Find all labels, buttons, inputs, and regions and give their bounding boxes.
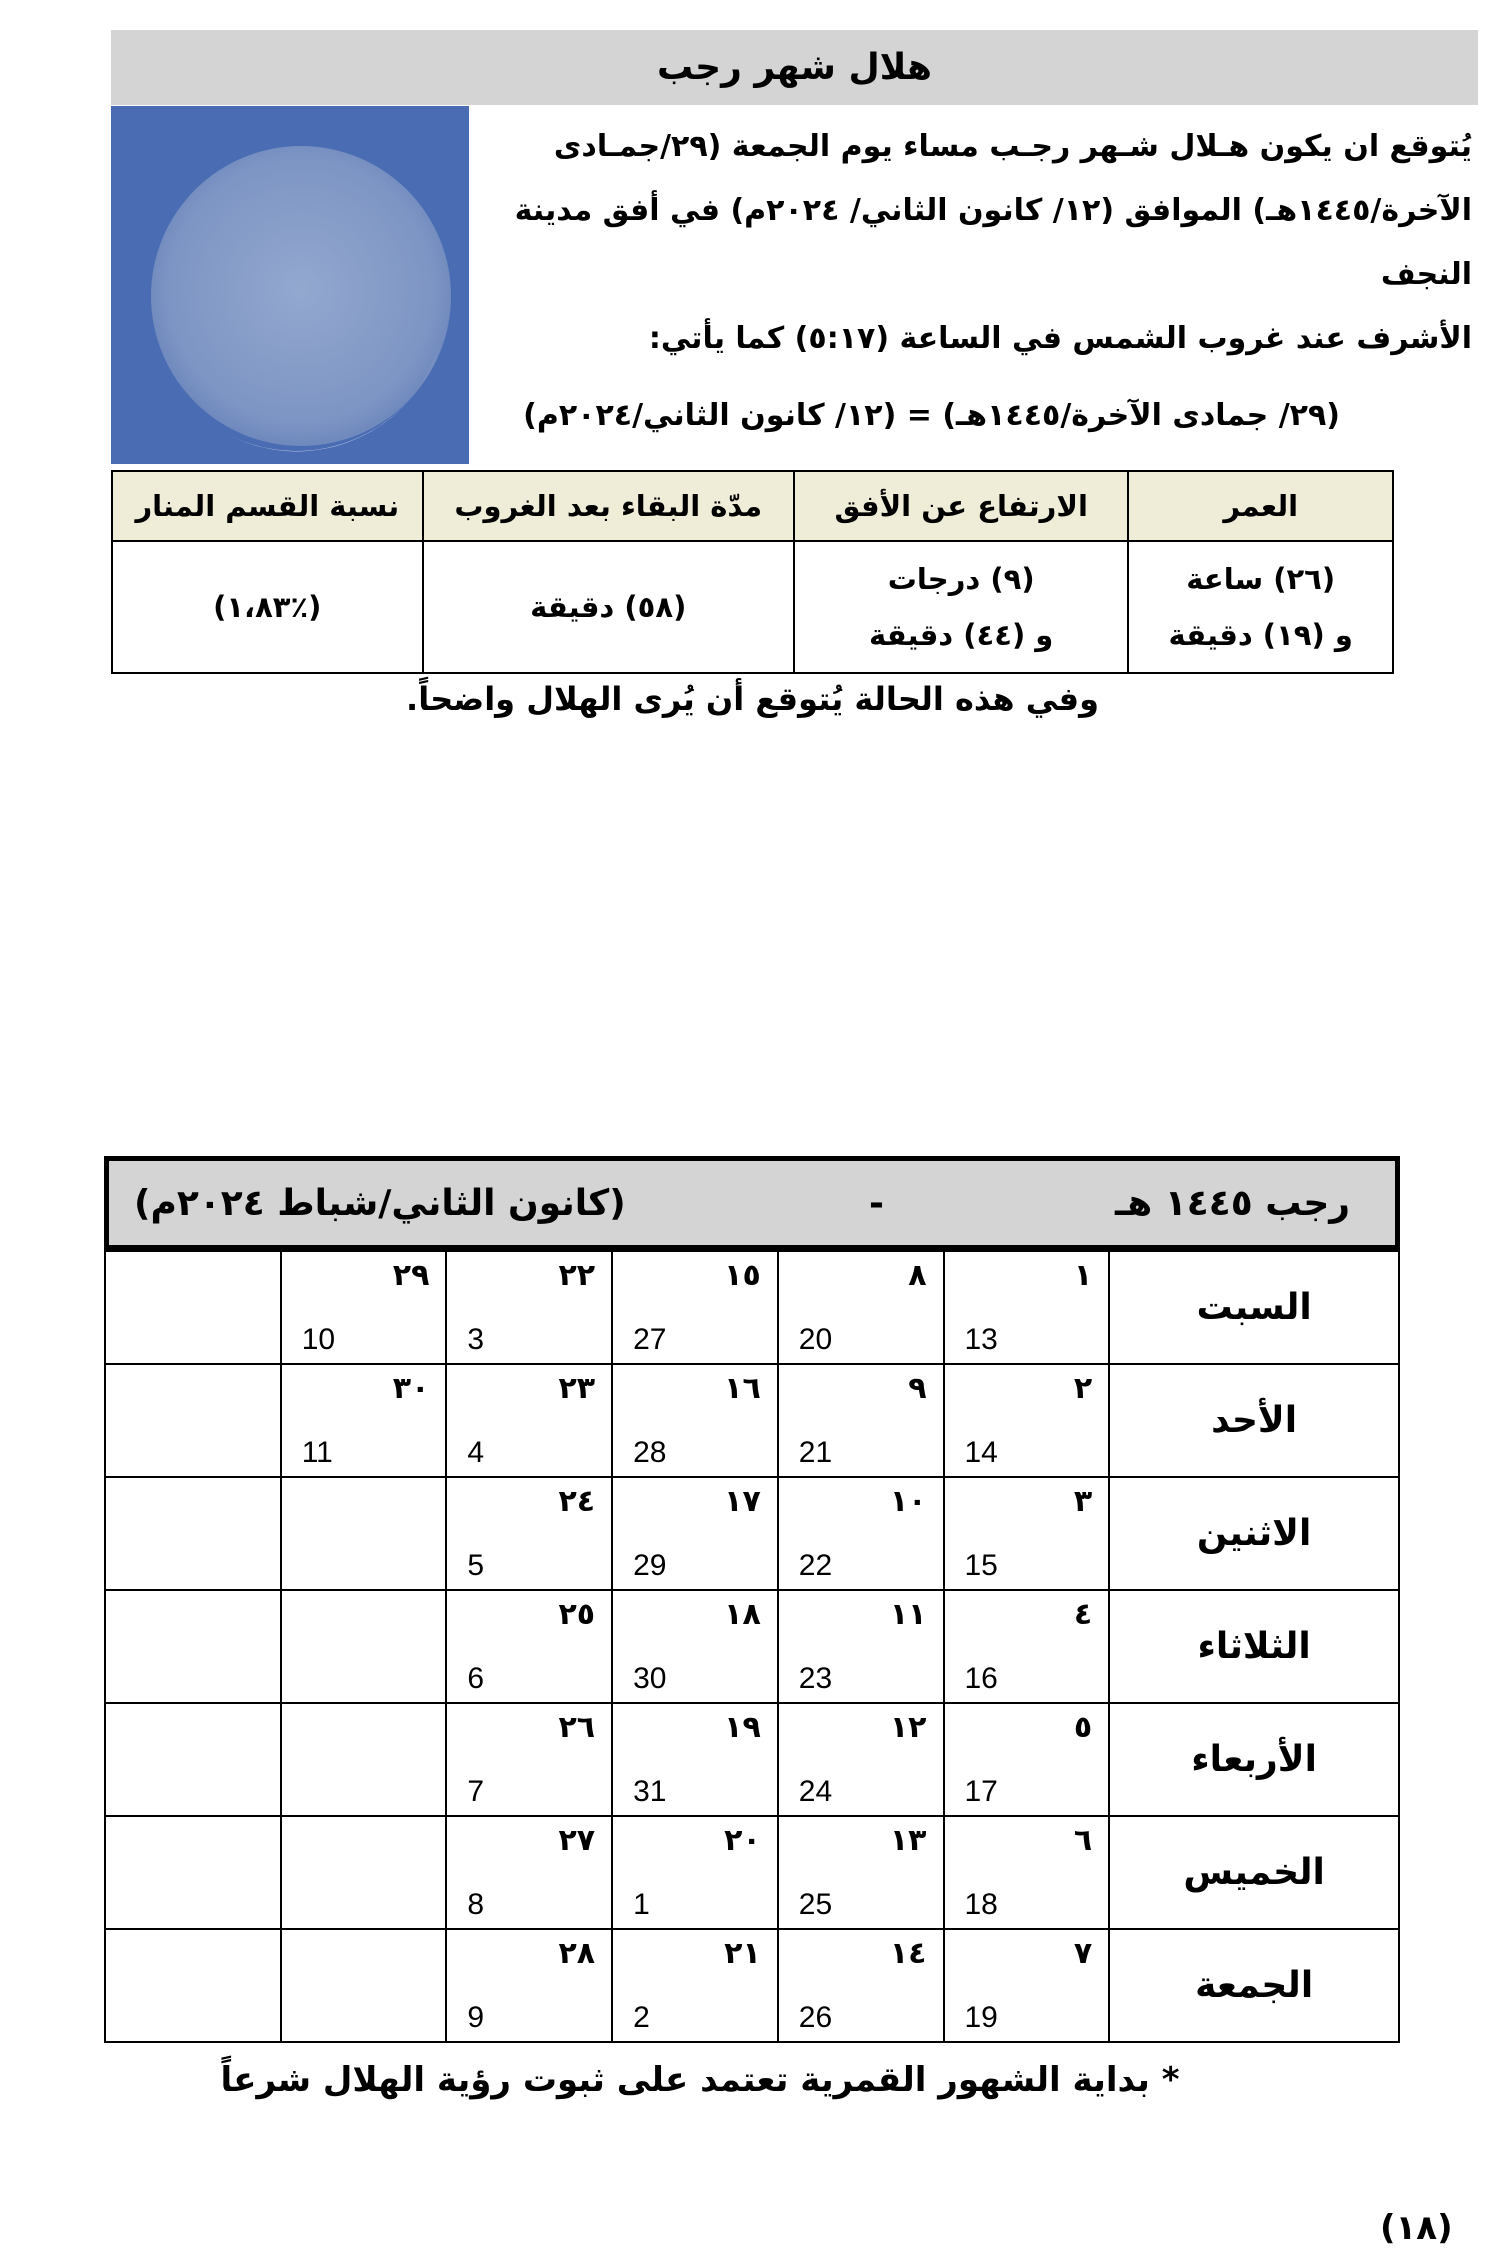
calendar-cell [612, 1364, 778, 1477]
hijri-day: ١٣ [889, 1823, 927, 1858]
calendar-cell [105, 1703, 281, 1816]
calendar-gregorian-months: (كانون الثاني/شباط ٢٠٢٤م) [134, 1182, 626, 1224]
gregorian-day: 26 [798, 2001, 833, 2034]
gregorian-day: 14 [964, 1436, 998, 1469]
weekday-name: الخميس [1183, 1852, 1325, 1893]
gregorian-day: 9 [467, 2001, 485, 2034]
moon-info-table [111, 470, 1394, 674]
gregorian-day: 25 [798, 1888, 833, 1921]
gregorian-day: 8 [467, 1888, 485, 1921]
calendar-row [105, 1364, 1399, 1477]
calendar-row [105, 1477, 1399, 1590]
page-number: (١٨) [1380, 2208, 1453, 2248]
weekday-cell [1109, 1929, 1399, 2042]
gregorian-day: 18 [964, 1888, 998, 1921]
hijri-day: ١٥ [724, 1258, 761, 1293]
hijri-day: ٣ [1073, 1484, 1093, 1519]
calendar-cell [446, 1816, 612, 1929]
hijri-day: ١٠ [889, 1484, 927, 1519]
moon-icon [111, 106, 469, 464]
hijri-day: ٤ [1073, 1597, 1093, 1632]
gregorian-day: 23 [798, 1662, 833, 1695]
weekday-name: الأربعاء [1191, 1739, 1317, 1780]
gregorian-day: 21 [798, 1436, 833, 1469]
footnote: * بداية الشهور القمرية تعتمد على ثبوت رؤية الهلال شرعاً [220, 2060, 1180, 2100]
gregorian-day: 31 [633, 1775, 667, 1808]
intro-paragraph [490, 115, 1472, 371]
weekday-name: الأحد [1211, 1400, 1298, 1441]
calendar-row [105, 1929, 1399, 2042]
calendar-cell [778, 1703, 944, 1816]
weekday-name: الجمعة [1195, 1965, 1314, 2006]
hijri-day: ٢١ [724, 1936, 761, 1971]
calendar-cell [944, 1816, 1110, 1929]
calendar-cell [105, 1816, 281, 1929]
calendar-cell [612, 1929, 778, 2042]
illumination-value: (٪١،٨٣) [112, 541, 423, 673]
calendar-cell [281, 1816, 447, 1929]
calendar-header [104, 1156, 1400, 1250]
header-age: العمر [1128, 471, 1393, 541]
calendar-cell [105, 1590, 281, 1703]
calendar-row [105, 1703, 1399, 1816]
calendar-cell [281, 1251, 447, 1364]
calendar-cell [105, 1929, 281, 2042]
gregorian-day: 6 [467, 1662, 485, 1695]
intro-line-2: الآخرة/١٤٤٥هـ) الموافق (١٢/ كانون الثاني/ ٢٠٢٤م) في أفق مدينة النجف [514, 193, 1472, 292]
calendar-row [105, 1251, 1399, 1364]
weekday-name: الاثنين [1196, 1513, 1312, 1554]
hijri-day: ١ [1073, 1258, 1093, 1293]
gregorian-day: 30 [633, 1662, 667, 1695]
duration-value: (٥٨) دقيقة [423, 541, 794, 673]
gregorian-day: 29 [633, 1549, 667, 1582]
calendar-cell [778, 1816, 944, 1929]
weekday-cell [1109, 1477, 1399, 1590]
calendar-cell [944, 1251, 1110, 1364]
calendar-cell [446, 1703, 612, 1816]
hijri-day: ١٢ [889, 1710, 927, 1745]
hijri-day: ١٧ [724, 1484, 761, 1519]
page-title [111, 30, 1478, 105]
gregorian-day: 10 [301, 1323, 336, 1356]
hijri-day: ٧ [1073, 1936, 1093, 1971]
gregorian-day: 1 [633, 1888, 650, 1921]
header-altitude: الارتفاع عن الأفق [794, 471, 1128, 541]
hijri-day: ٢٢ [558, 1258, 596, 1293]
calendar-cell [281, 1590, 447, 1703]
calendar-cell [778, 1477, 944, 1590]
header-duration: مدّة البقاء بعد الغروب [423, 471, 794, 541]
gregorian-day: 27 [633, 1323, 667, 1356]
intro-line-3: الأشرف عند غروب الشمس في الساعة (٥:١٧) كما يأتي: [648, 321, 1472, 356]
hijri-day: ١١ [889, 1597, 927, 1632]
weekday-cell [1109, 1816, 1399, 1929]
gregorian-day: 17 [964, 1775, 998, 1808]
gregorian-day: 11 [301, 1436, 333, 1469]
weekday-cell [1109, 1590, 1399, 1703]
gregorian-day: 15 [964, 1549, 998, 1582]
calendar-cell [944, 1590, 1110, 1703]
gregorian-day: 5 [467, 1549, 485, 1582]
calendar-cell [281, 1703, 447, 1816]
gregorian-day: 24 [798, 1775, 833, 1808]
hijri-day: ٢٥ [558, 1597, 596, 1632]
calendar-row [105, 1816, 1399, 1929]
hijri-day: ٢٨ [558, 1936, 596, 1971]
visibility-note: وفي هذه الحالة يُتوقع أن يُرى الهلال واضحاً. [406, 680, 1099, 718]
hijri-day: ٣٠ [392, 1371, 430, 1406]
calendar-cell [944, 1929, 1110, 2042]
calendar-cell [778, 1364, 944, 1477]
calendar-cell [778, 1251, 944, 1364]
weekday-name: السبت [1196, 1287, 1312, 1328]
weekday-cell [1109, 1703, 1399, 1816]
calendar-cell [612, 1590, 778, 1703]
hijri-day: ٦ [1073, 1823, 1093, 1858]
calendar-grid [104, 1250, 1400, 2043]
age-value: (٢٦) ساعة و (١٩) دقيقة [1128, 541, 1393, 673]
calendar-cell [778, 1590, 944, 1703]
calendar-cell [944, 1364, 1110, 1477]
calendar-cell [612, 1703, 778, 1816]
gregorian-day: 16 [964, 1662, 998, 1695]
header-illumination: نسبة القسم المنار [112, 471, 423, 541]
intro-line-1: يُتوقع ان يكون هـلال شـهر رجـب مساء يوم الجمعة (٢٩/جمـادى [553, 129, 1472, 164]
calendar-row [105, 1590, 1399, 1703]
hijri-day: ١٦ [724, 1371, 761, 1406]
crescent-moon-image [111, 106, 469, 464]
hijri-day: ٢٧ [558, 1823, 596, 1858]
calendar-cell [612, 1477, 778, 1590]
calendar-cell [105, 1251, 281, 1364]
calendar-cell [281, 1477, 447, 1590]
hijri-day: ١٩ [724, 1710, 761, 1745]
gregorian-day: 20 [798, 1323, 833, 1356]
hijri-day: ٢٣ [558, 1371, 596, 1406]
calendar-separator: - [869, 1182, 884, 1224]
gregorian-day: 19 [964, 2001, 998, 2034]
gregorian-day: 22 [798, 1549, 833, 1582]
calendar-cell [281, 1364, 447, 1477]
weekday-cell [1109, 1364, 1399, 1477]
calendar-cell [612, 1251, 778, 1364]
calendar-cell [612, 1816, 778, 1929]
hijri-day: ٢ [1073, 1371, 1093, 1406]
hijri-day: ١٤ [889, 1936, 927, 1971]
calendar-cell [446, 1477, 612, 1590]
hijri-day: ٢٠ [724, 1823, 761, 1858]
calendar-cell [778, 1929, 944, 2042]
calendar-cell [446, 1364, 612, 1477]
hijri-day: ٥ [1073, 1710, 1093, 1745]
gregorian-day: 7 [467, 1775, 485, 1808]
hijri-day: ٢٩ [392, 1258, 430, 1293]
gregorian-day: 13 [964, 1323, 998, 1356]
altitude-value: (٩) درجات و (٤٤) دقيقة [794, 541, 1128, 673]
hijri-day: ٢٤ [558, 1484, 596, 1519]
calendar-cell [105, 1364, 281, 1477]
weekday-name: الثلاثاء [1197, 1626, 1311, 1667]
calendar-cell [446, 1590, 612, 1703]
hijri-day: ٨ [908, 1258, 927, 1293]
gregorian-day: 3 [467, 1323, 485, 1356]
calendar-hijri-month: رجب ١٤٤٥ هـ [1114, 1182, 1350, 1224]
gregorian-day: 2 [633, 2001, 650, 2034]
calendar-cell [446, 1251, 612, 1364]
calendar-cell [105, 1477, 281, 1590]
calendar-cell [446, 1929, 612, 2042]
hijri-day: ٢٦ [558, 1710, 596, 1745]
calendar-cell [281, 1929, 447, 2042]
hijri-day: ١٨ [724, 1597, 761, 1632]
gregorian-day: 4 [467, 1436, 485, 1469]
calendar-cell [944, 1477, 1110, 1590]
hijri-day: ٩ [908, 1371, 927, 1406]
date-equivalence: (٢٩/ جمادى الآخرة/١٤٤٥هـ) = (١٢/ كانون الثاني/٢٠٢٤م) [523, 398, 1340, 433]
weekday-cell [1109, 1251, 1399, 1364]
title-text: هلال شهر رجب [657, 47, 932, 88]
calendar-cell [944, 1703, 1110, 1816]
gregorian-day: 28 [633, 1436, 667, 1469]
